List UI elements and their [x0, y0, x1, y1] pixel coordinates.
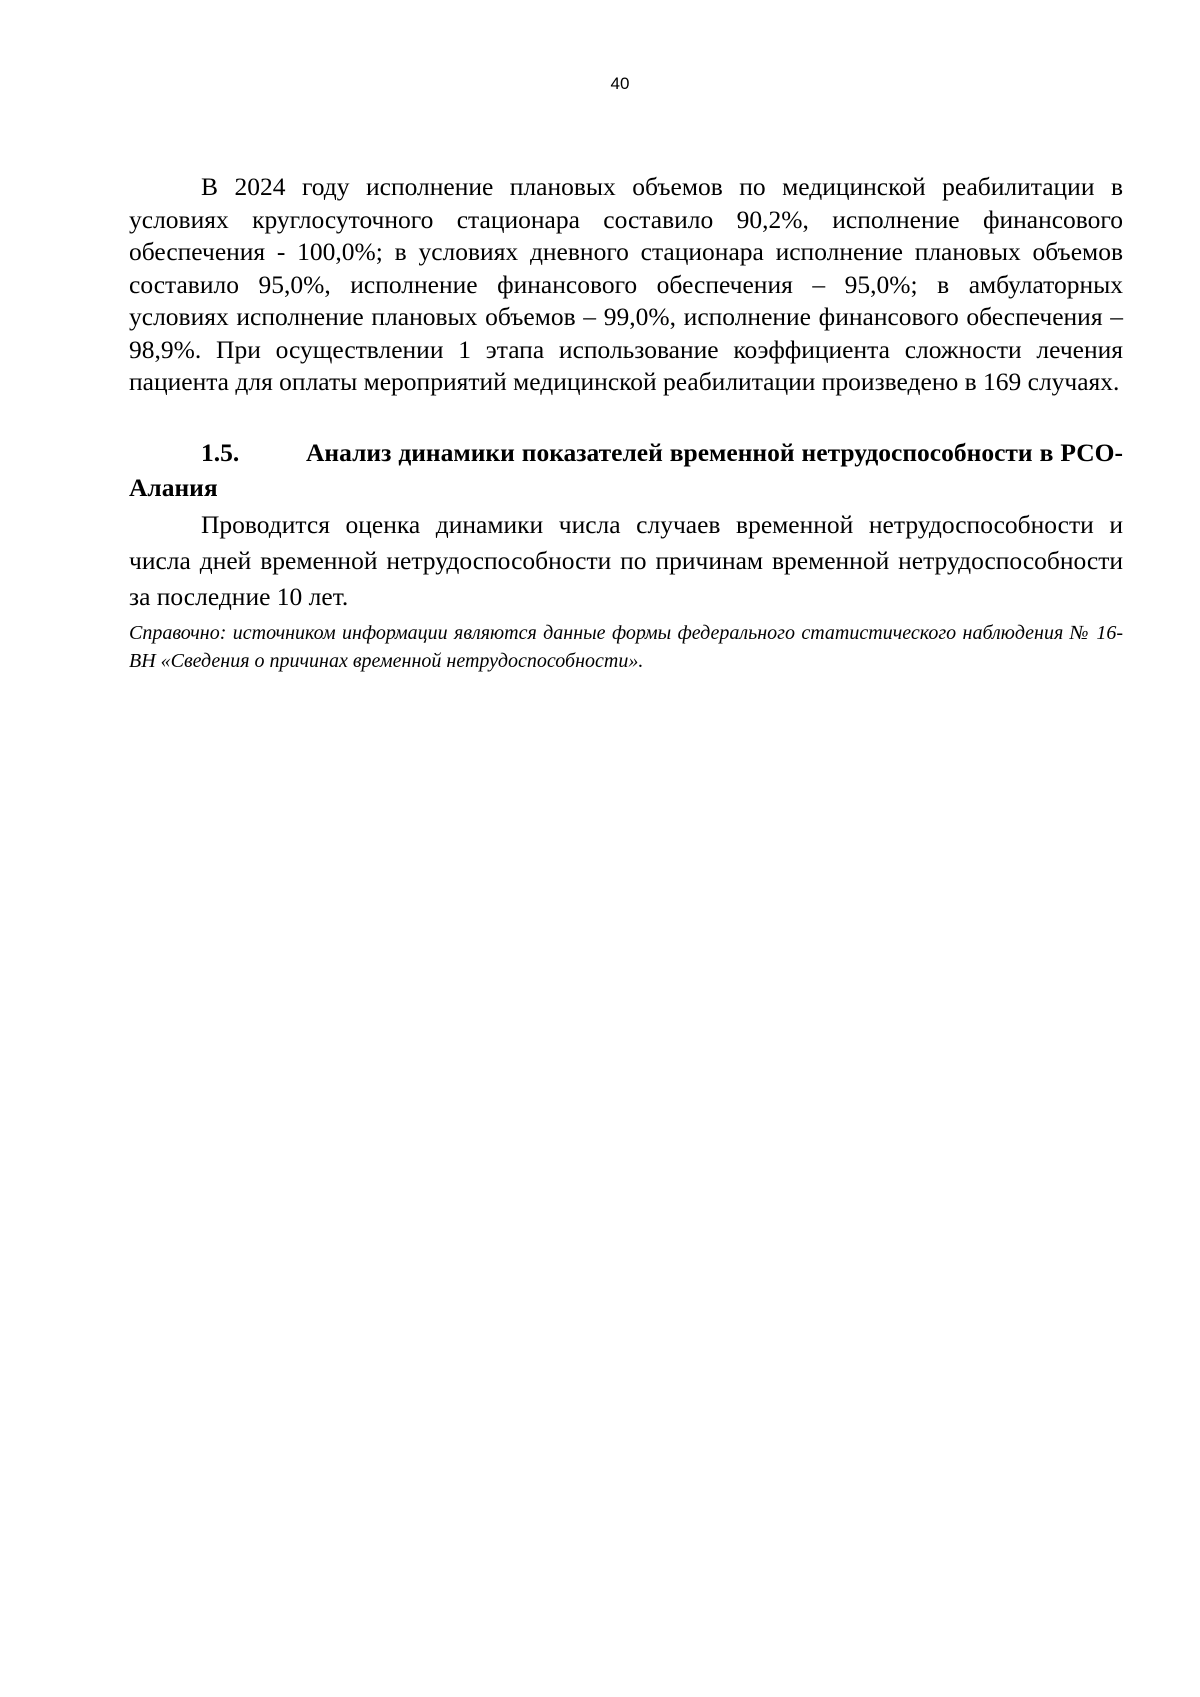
reference-note: Справочно: источником информации являются данные формы федерального статистического наблюдения № 16-ВН «Сведения о причинах временной нетрудоспособности». — [129, 621, 1123, 672]
section-number: 1.5. — [201, 437, 240, 467]
body-paragraph-disability: Проводится оценка динамики числа случаев временной нетрудоспособности и числа дней временной нетрудоспособности по причинам временной нетрудоспособности за последние 10 лет. — [129, 509, 1123, 611]
section-heading — [129, 435, 1123, 505]
body-paragraph-rehabilitation: В 2024 году исполнение плановых объемов по медицинской реабилитации в условиях круглосуточного стационара составило 90,2%, исполнение финансового обеспечения - 100,0%; в условиях дневного стационара исполнение плановых объемов составило 95,0%, исполнение финансового обеспечения – 95,0%; в амбулаторных условиях исполнение плановых объемов – 99,0%, исполнение финансового обеспечения – 98,9%. При осуществлении 1 этапа использование коэффициента сложности лечения пациента для оплаты мероприятий медицинской реабилитации произведено в 169 случаях. — [129, 172, 1123, 396]
document-body — [129, 171, 1123, 675]
page-number: 40 — [610, 74, 630, 93]
section-title: Анализ динамики показателей временной нетрудоспособности в РСО-Алания — [129, 437, 1123, 502]
